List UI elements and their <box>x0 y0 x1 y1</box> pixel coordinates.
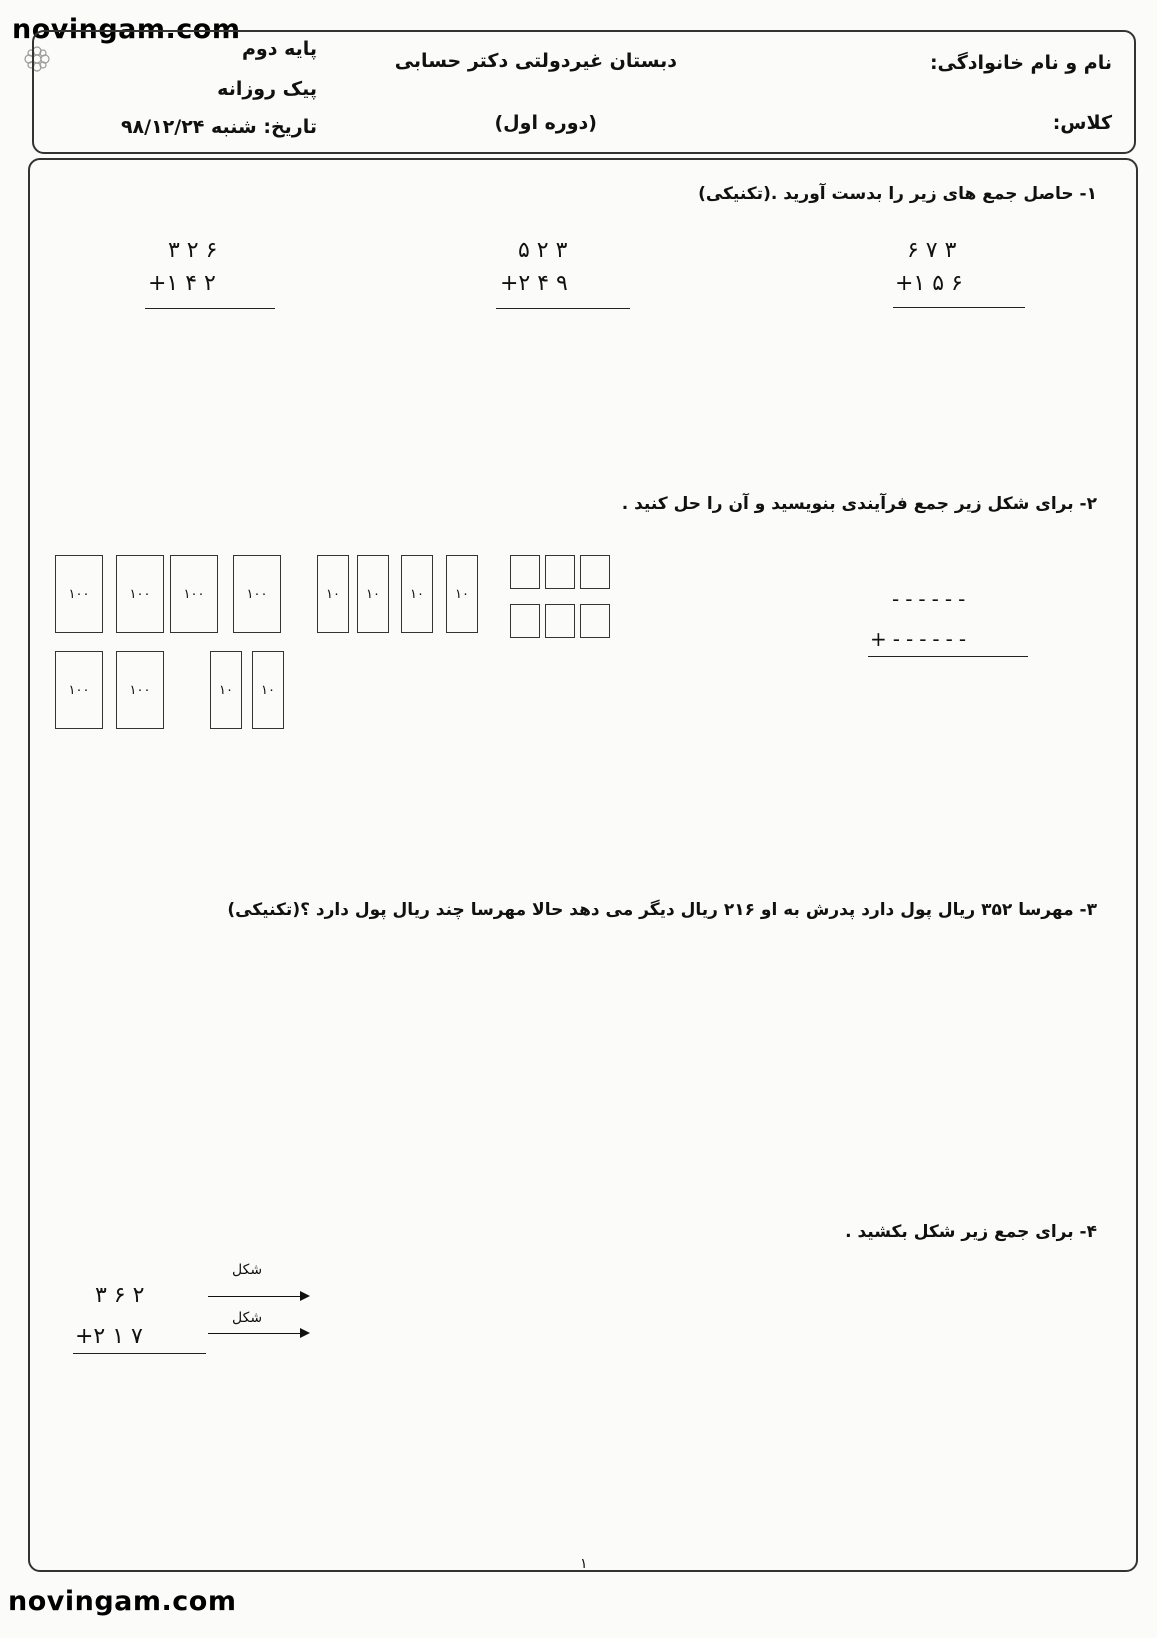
unit-block <box>580 555 610 589</box>
q1-problem-1-top: ۶ ۷ ۳ <box>907 238 957 263</box>
ten-block: ۱۰ <box>357 555 389 633</box>
date-label: تاریخ: شنبه ۹۸/۱۲/۲۴ <box>120 116 317 138</box>
arrow-label-1: شکل <box>232 1262 263 1278</box>
hundred-block: ۱۰۰ <box>116 555 164 633</box>
ten-block: ۱۰ <box>446 555 478 633</box>
page-number: ۱ <box>580 1556 588 1572</box>
ten-block: ۱۰ <box>210 651 242 729</box>
q2-answer-line <box>868 656 1028 657</box>
q1-problem-1 <box>895 238 963 296</box>
hundred-block: ۱۰۰ <box>55 651 103 729</box>
q1-problem-2-line <box>496 308 630 309</box>
watermark-top: novingam.com <box>12 14 241 45</box>
ten-block: ۱۰ <box>252 651 284 729</box>
arrow-right-icon <box>208 1333 308 1334</box>
school-name: دبستان غیردولتی دکتر حسابی <box>394 50 677 72</box>
q1-problem-3 <box>148 238 217 296</box>
daily-label: پیک روزانه <box>217 78 317 100</box>
student-name-label: نام و نام خانوادگی: <box>929 52 1112 74</box>
watermark-bottom: novingam.com <box>8 1586 237 1617</box>
q1-problem-1-bottom: +۱ ۵ ۶ <box>895 271 963 296</box>
grade-label: پایه دوم <box>241 38 317 60</box>
question-3-text: ۳- مهرسا ۳۵۲ ریال پول دارد پدرش به او ۲۱۶ ریال دیگر می دهد حالا مهرسا چند ریال پول دارد ؟(تکنیکی) <box>227 900 1097 920</box>
arrow-label-2: شکل <box>232 1310 263 1326</box>
q1-problem-2 <box>500 238 568 296</box>
unit-block <box>545 604 575 638</box>
q4-top-number: ۳ ۶ ۲ <box>95 1283 145 1308</box>
q1-problem-3-top: ۳ ۲ ۶ <box>168 238 218 263</box>
unit-block <box>510 604 540 638</box>
q1-problem-2-top: ۵ ۲ ۳ <box>518 238 568 263</box>
unit-block <box>545 555 575 589</box>
q4-line <box>73 1353 206 1354</box>
class-label: کلاس: <box>1052 112 1112 134</box>
q2-blank-top: ------ <box>892 587 972 611</box>
q1-problem-3-bottom: +۱ ۴ ۲ <box>148 271 216 296</box>
hundred-block: ۱۰۰ <box>116 651 164 729</box>
question-1-text: ۱- حاصل جمع های زیر را بدست آورید .(تکنیکی) <box>698 184 1097 204</box>
question-4-text: ۴- برای جمع زیر شکل بکشید . <box>845 1222 1097 1242</box>
q2-blank-bottom: +------ <box>870 627 973 651</box>
q4-bottom-number: +۲ ۱ ۷ <box>75 1324 143 1349</box>
q1-problem-2-bottom: +۲ ۴ ۹ <box>500 271 568 296</box>
hundred-block: ۱۰۰ <box>233 555 281 633</box>
hundred-block: ۱۰۰ <box>55 555 103 633</box>
worksheet-frame <box>28 158 1138 1572</box>
q1-problem-3-line <box>145 308 275 309</box>
arrow-right-icon <box>208 1296 308 1297</box>
hundred-block: ۱۰۰ <box>170 555 218 633</box>
unit-block <box>510 555 540 589</box>
unit-block <box>580 604 610 638</box>
question-2-text: ۲- برای شکل زیر جمع فرآیندی بنویسید و آن را حل کنید . <box>621 494 1097 514</box>
ten-block: ۱۰ <box>317 555 349 633</box>
ten-block: ۱۰ <box>401 555 433 633</box>
period-label: (دوره اول) <box>494 112 597 134</box>
q1-problem-1-line <box>893 307 1025 308</box>
